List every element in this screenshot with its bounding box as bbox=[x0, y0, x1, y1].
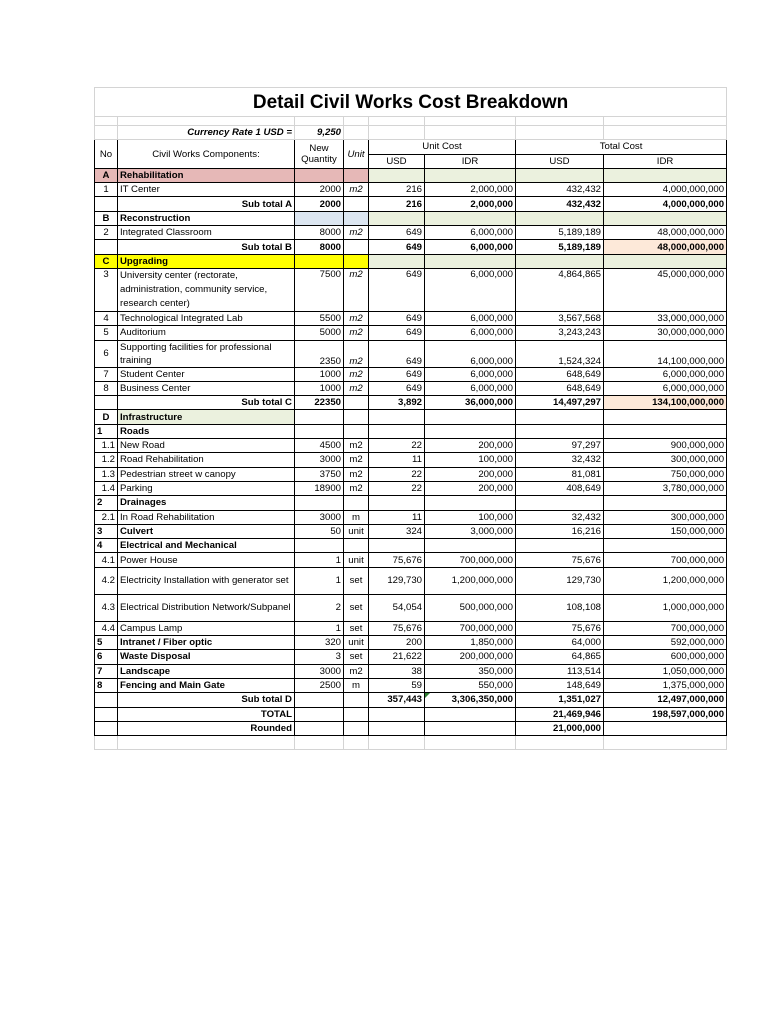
table-row: 5 Auditorium 5000 m2 649 6,000,000 3,243,243 30,000,000,000 bbox=[95, 326, 727, 340]
header-unit-idr: IDR bbox=[425, 154, 516, 168]
currency-rate-label: Currency Rate 1 USD = bbox=[118, 126, 295, 140]
table-row: 3 University center (rectorate, administration, community service, research center) 7500 m2 649 6,000,000 4,864,865 45,000,000,000 bbox=[95, 268, 727, 311]
table-row: 4.2 Electricity Installation with generator set 1 set 129,730 1,200,000,000 129,730 1,200,000,000 bbox=[95, 567, 727, 594]
table-row: 1.4 Parking 18900 m2 22 200,000 408,649 3,780,000,000 bbox=[95, 481, 727, 495]
header-unit-usd: USD bbox=[369, 154, 425, 168]
section-row: C Upgrading bbox=[95, 254, 727, 268]
section-row: A Rehabilitation bbox=[95, 168, 727, 182]
subtotal-row: Sub total B 8000 649 6,000,000 5,189,189 48,000,000,000 bbox=[95, 240, 727, 254]
table-row: 7 Student Center 1000 m2 649 6,000,000 648,649 6,000,000,000 bbox=[95, 367, 727, 381]
table-row: 7 Landscape 3000 m2 38 350,000 113,514 1,050,000,000 bbox=[95, 664, 727, 678]
header-quantity: New Quantity bbox=[295, 140, 344, 169]
header-total-cost: Total Cost bbox=[516, 140, 727, 154]
table-row: 3 Culvert 50 unit 324 3,000,000 16,216 150,000,000 bbox=[95, 524, 727, 538]
sheet-title: Detail Civil Works Cost Breakdown bbox=[95, 88, 727, 117]
table-row: 8 Fencing and Main Gate 2500 m 59 550,000 148,649 1,375,000,000 bbox=[95, 678, 727, 692]
currency-rate-value: 9,250 bbox=[295, 126, 344, 140]
table-row: 4 Technological Integrated Lab 5500 m2 649 6,000,000 3,567,568 33,000,000,000 bbox=[95, 311, 727, 325]
header-no: No bbox=[95, 140, 118, 169]
cost-breakdown-sheet bbox=[94, 87, 726, 750]
group-row: 2 Drainages bbox=[95, 496, 727, 510]
group-row: 1 Roads bbox=[95, 424, 727, 438]
table-row: 1.2 Road Rehabilitation 3000 m2 11 100,000 32,432 300,000,000 bbox=[95, 453, 727, 467]
table-row: 4.3 Electrical Distribution Network/Subpanel 2 set 54,054 500,000,000 108,108 1,000,000,000 bbox=[95, 594, 727, 621]
header-unit: Unit bbox=[344, 140, 369, 169]
header-total-idr: IDR bbox=[604, 154, 727, 168]
table-row: 4.4 Campus Lamp 1 set 75,676 700,000,000 75,676 700,000,000 bbox=[95, 621, 727, 635]
group-row: 4 Electrical and Mechanical bbox=[95, 539, 727, 553]
table-row: 2.1 In Road Rehabilitation 3000 m 11 100,000 32,432 300,000,000 bbox=[95, 510, 727, 524]
table-row: 1 IT Center 2000 m2 216 2,000,000 432,432 4,000,000,000 bbox=[95, 183, 727, 197]
table-row: 6 Waste Disposal 3 set 21,622 200,000,000 64,865 600,000,000 bbox=[95, 650, 727, 664]
cost-table bbox=[94, 87, 727, 750]
table-row: 5 Intranet / Fiber optic 320 unit 200 1,850,000 64,000 592,000,000 bbox=[95, 636, 727, 650]
header-unit-cost: Unit Cost bbox=[369, 140, 516, 154]
table-row: 6 Supporting facilities for professional training 2350 m2 649 6,000,000 1,524,324 14,100,000,000 bbox=[95, 340, 727, 367]
header-component: Civil Works Components: bbox=[118, 140, 295, 169]
rounded-row: Rounded 21,000,000 bbox=[95, 721, 727, 735]
subtotal-row: Sub total C 22350 3,892 36,000,000 14,497,297 134,100,000,000 bbox=[95, 396, 727, 410]
table-row: 2 Integrated Classroom 8000 m2 649 6,000,000 5,189,189 48,000,000,000 bbox=[95, 226, 727, 240]
subtotal-row: Sub total D 357,443 3,306,350,000 1,351,027 12,497,000,000 bbox=[95, 693, 727, 707]
section-row: D Infrastructure bbox=[95, 410, 727, 424]
table-row: 1.3 Pedestrian street w canopy 3750 m2 22 200,000 81,081 750,000,000 bbox=[95, 467, 727, 481]
section-row: B Reconstruction bbox=[95, 211, 727, 225]
subtotal-row: Sub total A 2000 216 2,000,000 432,432 4,000,000,000 bbox=[95, 197, 727, 211]
total-row: TOTAL 21,469,946 198,597,000,000 bbox=[95, 707, 727, 721]
table-row: 4.1 Power House 1 unit 75,676 700,000,000 75,676 700,000,000 bbox=[95, 553, 727, 567]
header-total-usd: USD bbox=[516, 154, 604, 168]
table-row: 8 Business Center 1000 m2 649 6,000,000 648,649 6,000,000,000 bbox=[95, 381, 727, 395]
table-row: 1.1 New Road 4500 m2 22 200,000 97,297 900,000,000 bbox=[95, 439, 727, 453]
